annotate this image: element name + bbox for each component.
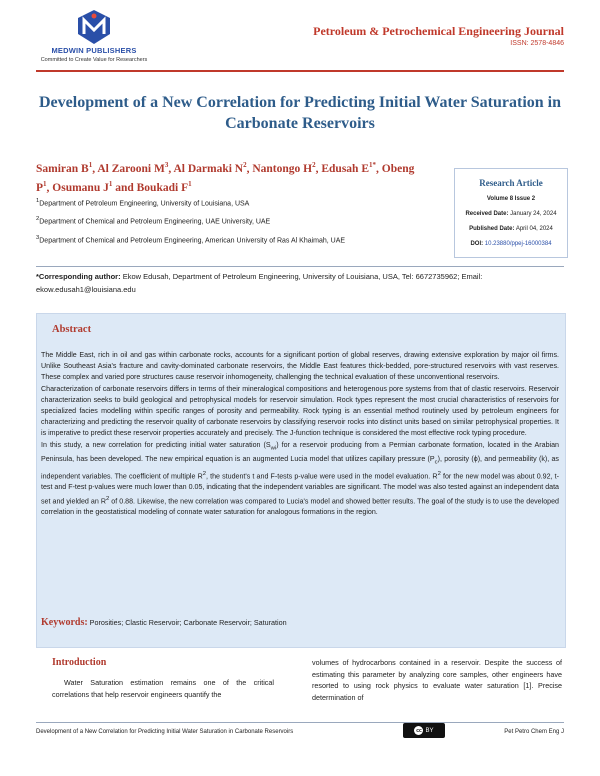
- abstract-paragraph: Characterization of carbonate reservoirs differs in terms of their mineralogical compositions and heterogenous pore systems from that of clastic reservoirs. Reservoir characterization seeks to build geological and petrophysical models for reservoir simulation. Rock types represent the most crucial characteristics of reservoirs for specialized facies modelling within specific ranges of porosity and permeability. Rock typing is an essential method routinely used by petroleum engineers for characterizing and predicting the reservoir quality of carbonate reservoirs by classifying reservoir rocks into distinct units based on similar petrophysical properties. It is imperative to predict these reservoir properties accurately and precisely. The J-function technique is considered the most effective rock typing procedure.: [41, 384, 559, 438]
- by-icon: BY: [425, 727, 434, 734]
- footer-journal: Pet Petro Chem Eng J: [504, 729, 564, 735]
- article-info-box: [454, 168, 568, 258]
- intro-left-column: Water Saturation estimation remains one of the critical correlations that help reservoir engineers quantify the: [52, 678, 274, 699]
- doi[interactable]: DOI: 10.23880/ppej-16000384: [470, 241, 552, 247]
- footer-divider: [36, 722, 564, 723]
- header-divider: [36, 70, 564, 72]
- publisher-name: MEDWIN PUBLISHERS: [51, 46, 137, 55]
- abstract-heading: Abstract: [52, 324, 92, 335]
- issn: ISSN: 2578-4846: [510, 40, 564, 47]
- intro-right-column: volumes of hydrocarbons contained in a reservoir. Despite the success of estimating this parameter by analyzing core samples, other engineers have resorted to using rock physics to evaluate water saturation [1]. Precise determination of: [312, 658, 562, 702]
- abstract-paragraph: The Middle East, rich in oil and gas within carbonate rocks, accounts for a significant portion of global reserves, drawing extensive exploration by major oil firms. Unlike Southeast Asia's fracture and cavity-dominated carbonate reservoirs, the Middle East features thick-bedded, pore-structured reservoirs with vast reserves. These complex and varied pore structures cause reservoir inhomogeneity, challenging the technical evaluation of these unconventional reservoirs.: [41, 351, 559, 382]
- publisher-tagline: Committed to Create Value for Researchers: [40, 57, 148, 63]
- published-date: Published Date: April 04, 2024: [469, 226, 553, 232]
- affiliation-item: $^3$Department of Chemical and Petroleum Engineering, American University of Ras Al Khaimah, UAE: [36, 234, 346, 244]
- received-date: Received Date: January 24, 2024: [465, 211, 557, 217]
- keywords: Keywords: Porosities; Clastic Reservoir; Carbonate Reservoir; Saturation: [41, 617, 287, 628]
- cc-license-badge[interactable]: [403, 723, 445, 738]
- affiliation-item: $^2$Department of Chemical and Petroleum Engineering, UAE University, UAE: [36, 216, 271, 226]
- affiliations: [36, 195, 448, 250]
- divider: [36, 266, 564, 267]
- cc-icon: cc: [416, 727, 422, 734]
- footer-title: Development of a New Correlation for Predicting Initial Water Saturation in Carbonate Reservoirs: [36, 729, 294, 735]
- journal-name[interactable]: Petroleum & Petrochemical Engineering Journal: [313, 24, 564, 38]
- author-list: Samiran $B^1$, Al Zarooni $M^3$, Al Darmaki $N^2$, Nantongo $H^2$, Edusah $E^{1*}$, Obeng $P^1$, Osumanu $J^1$ and Boukadi $F^1$: [36, 161, 415, 194]
- paper-title: Development of a New Correlation for Predicting Initial Water Saturation in Carbonate Reservoirs: [38, 94, 562, 132]
- introduction-heading: Introduction: [52, 657, 107, 668]
- abstract-paragraph: In this study, a new correlation for predicting initial water saturation $(S_{wi})$ for a reservoir producing from a Permian carbonate formation, located in the Arabian Peninsula, has been developed. The new empirical equation is an augmented Lucia model that utilizes capillary pressure $(P_c)$, porosity (ϕ), and permeability (k), as independent variables. The coefficient of multiple $R^2$, the student's t and F-tests p-value were used in the model evaluation. $R^2$ for the new model was about 0.92, t-test and F-test p-values were much lower than 0.05, indicating that the independent variables are significant. The model was also tested against an independent data set and yielded an $R^2$ of 0.88. Likewise, the new correlation was compared to Lucia's model and showed better results. The goal of the study is to use the developed correlation in the geostatistical modeling of connate water saturation for analogous formations in the region.: [41, 440, 559, 517]
- corresponding-author: *Corresponding author: Ekow Edusah, Department of Petroleum Engineering, University of Louisiana, USA, Tel: 6672735962; Email: ekow.edusah1@louisiana.edu: [36, 272, 483, 294]
- affiliation-item: $^1$Department of Petroleum Engineering, University of Louisiana, USA: [36, 198, 250, 208]
- article-type: Research Article: [479, 178, 543, 188]
- medwin-logo-icon: [74, 8, 114, 46]
- volume-issue: Volume 8 Issue 2: [486, 196, 536, 202]
- abstract-body: [41, 350, 559, 518]
